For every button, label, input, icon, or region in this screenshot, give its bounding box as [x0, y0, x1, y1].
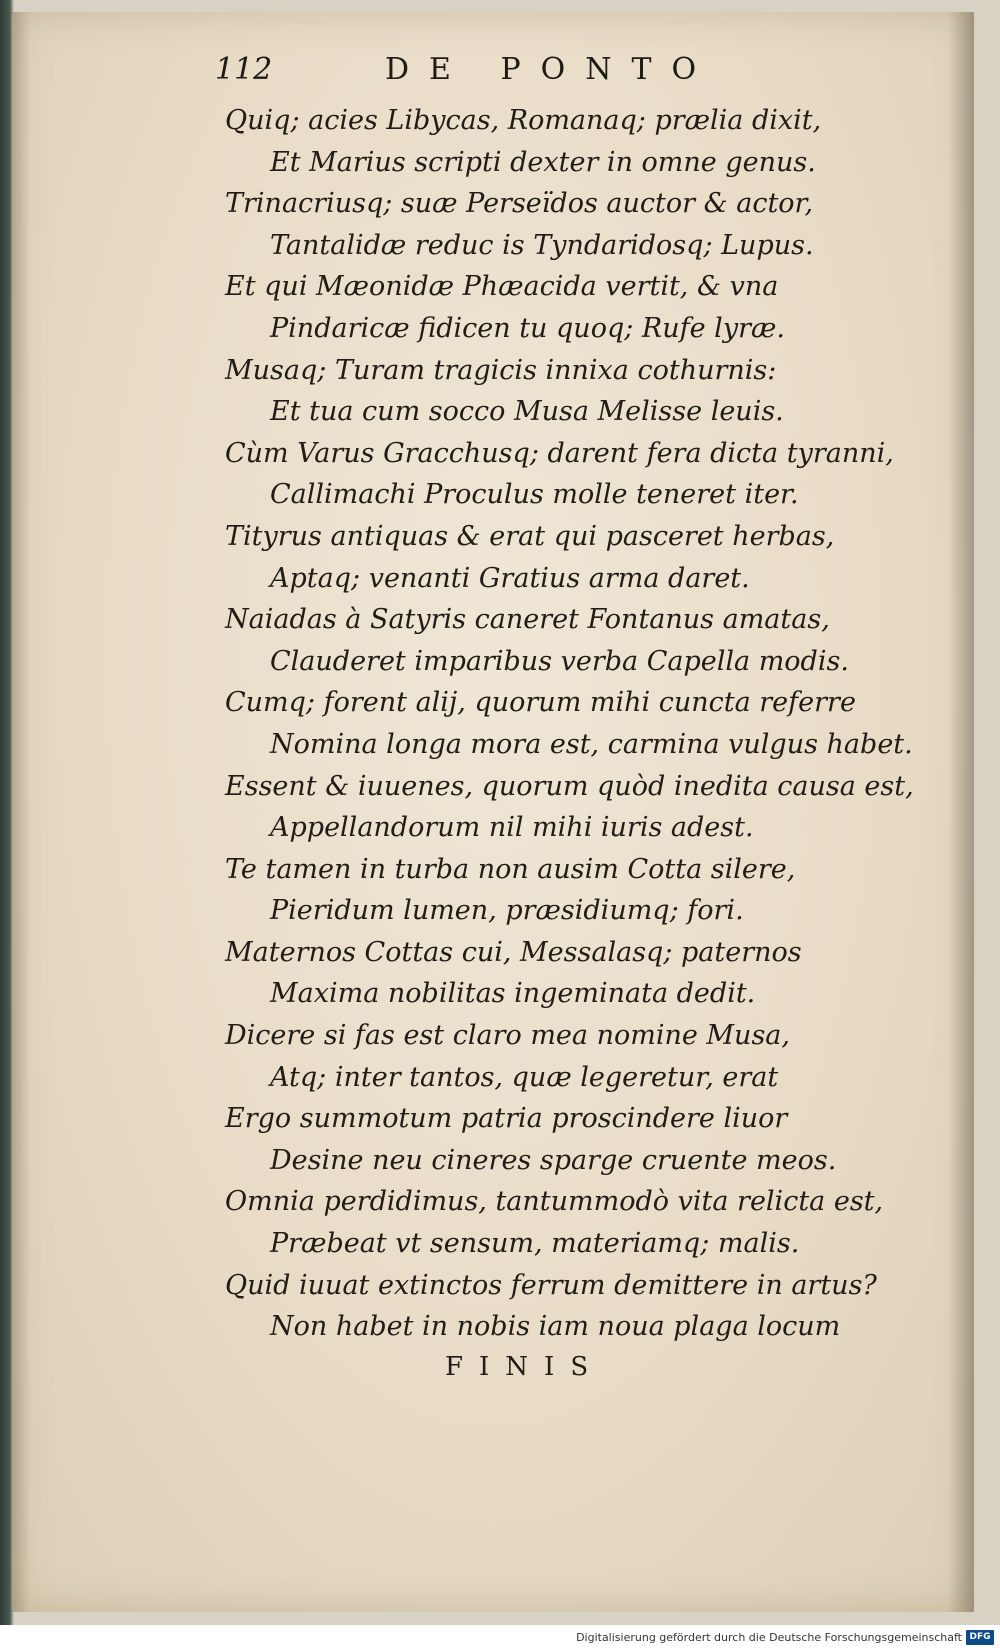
- verse-line: Te tamen in turba non ausim Cotta silere,: [225, 853, 796, 885]
- verse-line: Clauderet imparibus verba Capella modis.: [270, 645, 849, 677]
- verse-line: Trinacriusq; suæ Perseïdos auctor & actor,: [225, 188, 814, 220]
- verse-line: Musaq; Turam tragicis innixa cothurnis:: [225, 354, 777, 386]
- verse-line: Aptaq; venanti Gratius arma daret.: [270, 562, 750, 594]
- verse-line: Omnia perdidimus, tantummodò vita relicta est,: [225, 1186, 884, 1218]
- verse-line: Atq; inter tantos, quæ legeretur, erat: [270, 1061, 779, 1093]
- verse-line: Et qui Mæonidæ Phæacida vertit, & vna: [225, 271, 779, 303]
- verse-line: Naiadas à Satyris caneret Fontanus amatas,: [225, 604, 830, 636]
- verse-line: Cumq; forent alij, quorum mihi cuncta referre: [225, 687, 856, 719]
- verse-line: Non habet in nobis iam noua plaga locum: [270, 1311, 841, 1343]
- verse-line: Tityrus antiquas & erat qui pasceret herbas,: [225, 520, 835, 552]
- verse-list: [225, 100, 955, 1348]
- running-header: [215, 52, 755, 92]
- running-title: DE PONTO: [385, 52, 717, 87]
- verse-line: Maternos Cottas cui, Messalasq; paternos: [225, 936, 802, 968]
- verse-line: Cùm Varus Gracchusq; darent fera dicta tyranni,: [225, 437, 894, 469]
- verse-line: Et tua cum socco Musa Melisse leuis.: [270, 396, 784, 428]
- page-number: 112: [215, 52, 273, 87]
- verse-line: Tantalidæ reduc is Tyndaridosq; Lupus.: [270, 229, 814, 261]
- gutter-shadow: [12, 12, 30, 1612]
- verse-line: Ergo summotum patria proscindere liuor: [225, 1103, 788, 1135]
- finis-mark: FINIS: [445, 1352, 605, 1382]
- funding-credit: Digitalisierung gefördert durch die Deutsche Forschungsgemeinschaft: [576, 1631, 962, 1644]
- verse-line: Quiq; acies Libycas, Romanaq; prælia dixit,: [225, 105, 822, 136]
- verse-line: Desine neu cineres sparge cruente meos.: [270, 1144, 837, 1176]
- verse-line: Maxima nobilitas ingeminata dedit.: [270, 978, 756, 1010]
- verse-line: Appellandorum nil mihi iuris adest.: [270, 812, 754, 844]
- verse-line: Essent & iuuenes, quorum quòd inedita causa est,: [225, 770, 914, 802]
- digitization-footer: [0, 1625, 1000, 1652]
- verse-line: Et Marius scripti dexter in omne genus.: [270, 146, 816, 178]
- verse-line: Dicere si fas est claro mea nomine Musa,: [225, 1020, 790, 1052]
- verse-line: Pindaricæ fidicen tu quoq; Rufe lyræ.: [270, 312, 785, 344]
- verse-line: Nomina longa mora est, carmina vulgus habet.: [270, 728, 913, 760]
- verse-line: Præbeat vt sensum, materiamq; malis.: [270, 1228, 800, 1260]
- verse-line: Callimachi Proculus molle teneret iter.: [270, 479, 799, 511]
- dfg-logo-icon: DFG: [966, 1630, 994, 1645]
- verse-line: Quid iuuat extinctos ferrum demittere in artus?: [225, 1269, 877, 1301]
- verse-line: Pieridum lumen, præsidiumq; fori.: [270, 895, 744, 927]
